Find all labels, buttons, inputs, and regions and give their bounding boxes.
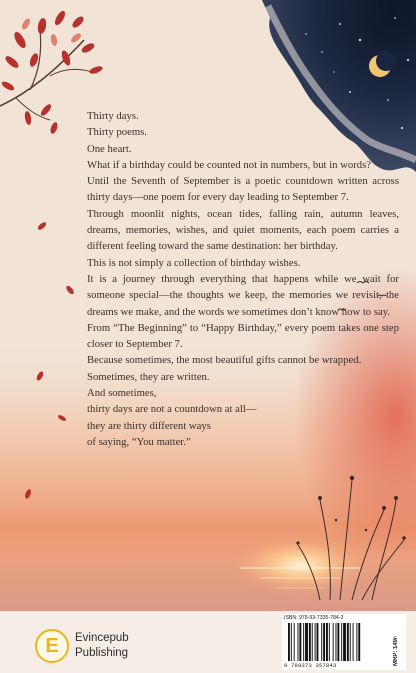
barcode-bars-icon bbox=[288, 623, 390, 661]
barcode-stripe bbox=[356, 623, 357, 661]
publisher-badge-letter: E bbox=[45, 635, 59, 657]
blurb-closing-line: of saying, “You matter.” bbox=[87, 435, 191, 448]
publisher-name: Evincepub bbox=[75, 632, 129, 644]
barcode-stripe bbox=[343, 623, 346, 661]
barcode-stripe bbox=[299, 623, 301, 661]
barcode-stripe bbox=[341, 623, 342, 661]
barcode-stripe bbox=[333, 623, 334, 661]
barcode-stripe bbox=[347, 623, 349, 661]
back-cover-blurb bbox=[87, 108, 399, 450]
barcode-stripe bbox=[298, 623, 299, 661]
barcode-stripe bbox=[358, 623, 360, 661]
barcode-stripe bbox=[305, 623, 308, 661]
barcode-digits: 9 789373 357843 bbox=[284, 662, 337, 669]
barcode-stripe bbox=[288, 623, 290, 661]
isbn-barcode bbox=[282, 614, 406, 670]
barcode-stripe bbox=[315, 623, 316, 661]
barcode-stripe bbox=[353, 623, 354, 661]
blurb-line: Thirty poems. bbox=[87, 126, 147, 139]
blurb-paragraph: From “The Beginning” to “Happy Birthday,” every poem takes one step closer to September 7. bbox=[87, 321, 399, 351]
barcode-stripe bbox=[303, 623, 304, 661]
barcode-stripe bbox=[326, 623, 328, 661]
blurb-closing-line: thirty days are not a countdown at all— bbox=[87, 403, 257, 416]
barcode-stripe bbox=[294, 623, 295, 661]
barcode-stripe bbox=[317, 623, 319, 661]
barcode-stripe bbox=[337, 623, 339, 661]
publisher-badge-icon bbox=[35, 629, 69, 663]
barcode-stripe bbox=[291, 623, 292, 661]
blurb-paragraph: This is not simply a collection of birthday wishes. bbox=[87, 256, 301, 269]
mrp-price: MRP: 149/- bbox=[393, 635, 399, 666]
barcode-stripe bbox=[329, 623, 330, 661]
publisher-subtitle: Publishing bbox=[75, 647, 129, 659]
blurb-paragraph: Until the Seventh of September is a poetic countdown written across thirty days—one poem for every day leading to September 7. bbox=[87, 175, 399, 204]
barcode-stripe bbox=[336, 623, 337, 661]
isbn-number: ISBN: 978-93-7335-784-3 bbox=[284, 615, 344, 621]
blurb-line: One heart. bbox=[87, 142, 132, 155]
publisher-logo bbox=[35, 629, 155, 665]
blurb-paragraph: Through moonlit nights, ocean tides, falling rain, autumn leaves, dreams, memories, wishes, and quiet moments, each poem carries a different feeling toward the same destination: her birthday. bbox=[87, 207, 399, 253]
blurb-paragraph: What if a birthday could be counted not in numbers, but in words? bbox=[87, 158, 372, 171]
blurb-closing-line: they are thirty different ways bbox=[87, 419, 211, 432]
blurb-closing-line: And sometimes, bbox=[87, 387, 157, 400]
barcode-stripe bbox=[350, 623, 351, 661]
barcode-stripe bbox=[323, 623, 325, 661]
blurb-closing-line: Sometimes, they are written. bbox=[87, 370, 210, 383]
barcode-stripe bbox=[312, 623, 313, 661]
barcode-stripe bbox=[309, 623, 311, 661]
blurb-paragraph: It is a journey through everything that happens while we wait for someone special—the thoughts we keep, the memories we revisit, the dreams we make, and the words we sometimes don’t know how to say. bbox=[87, 272, 399, 318]
barcode-stripe bbox=[321, 623, 322, 661]
blurb-line: Thirty days. bbox=[87, 110, 139, 122]
blurb-paragraph: Because sometimes, the most beautiful gifts cannot be wrapped. bbox=[87, 354, 362, 367]
